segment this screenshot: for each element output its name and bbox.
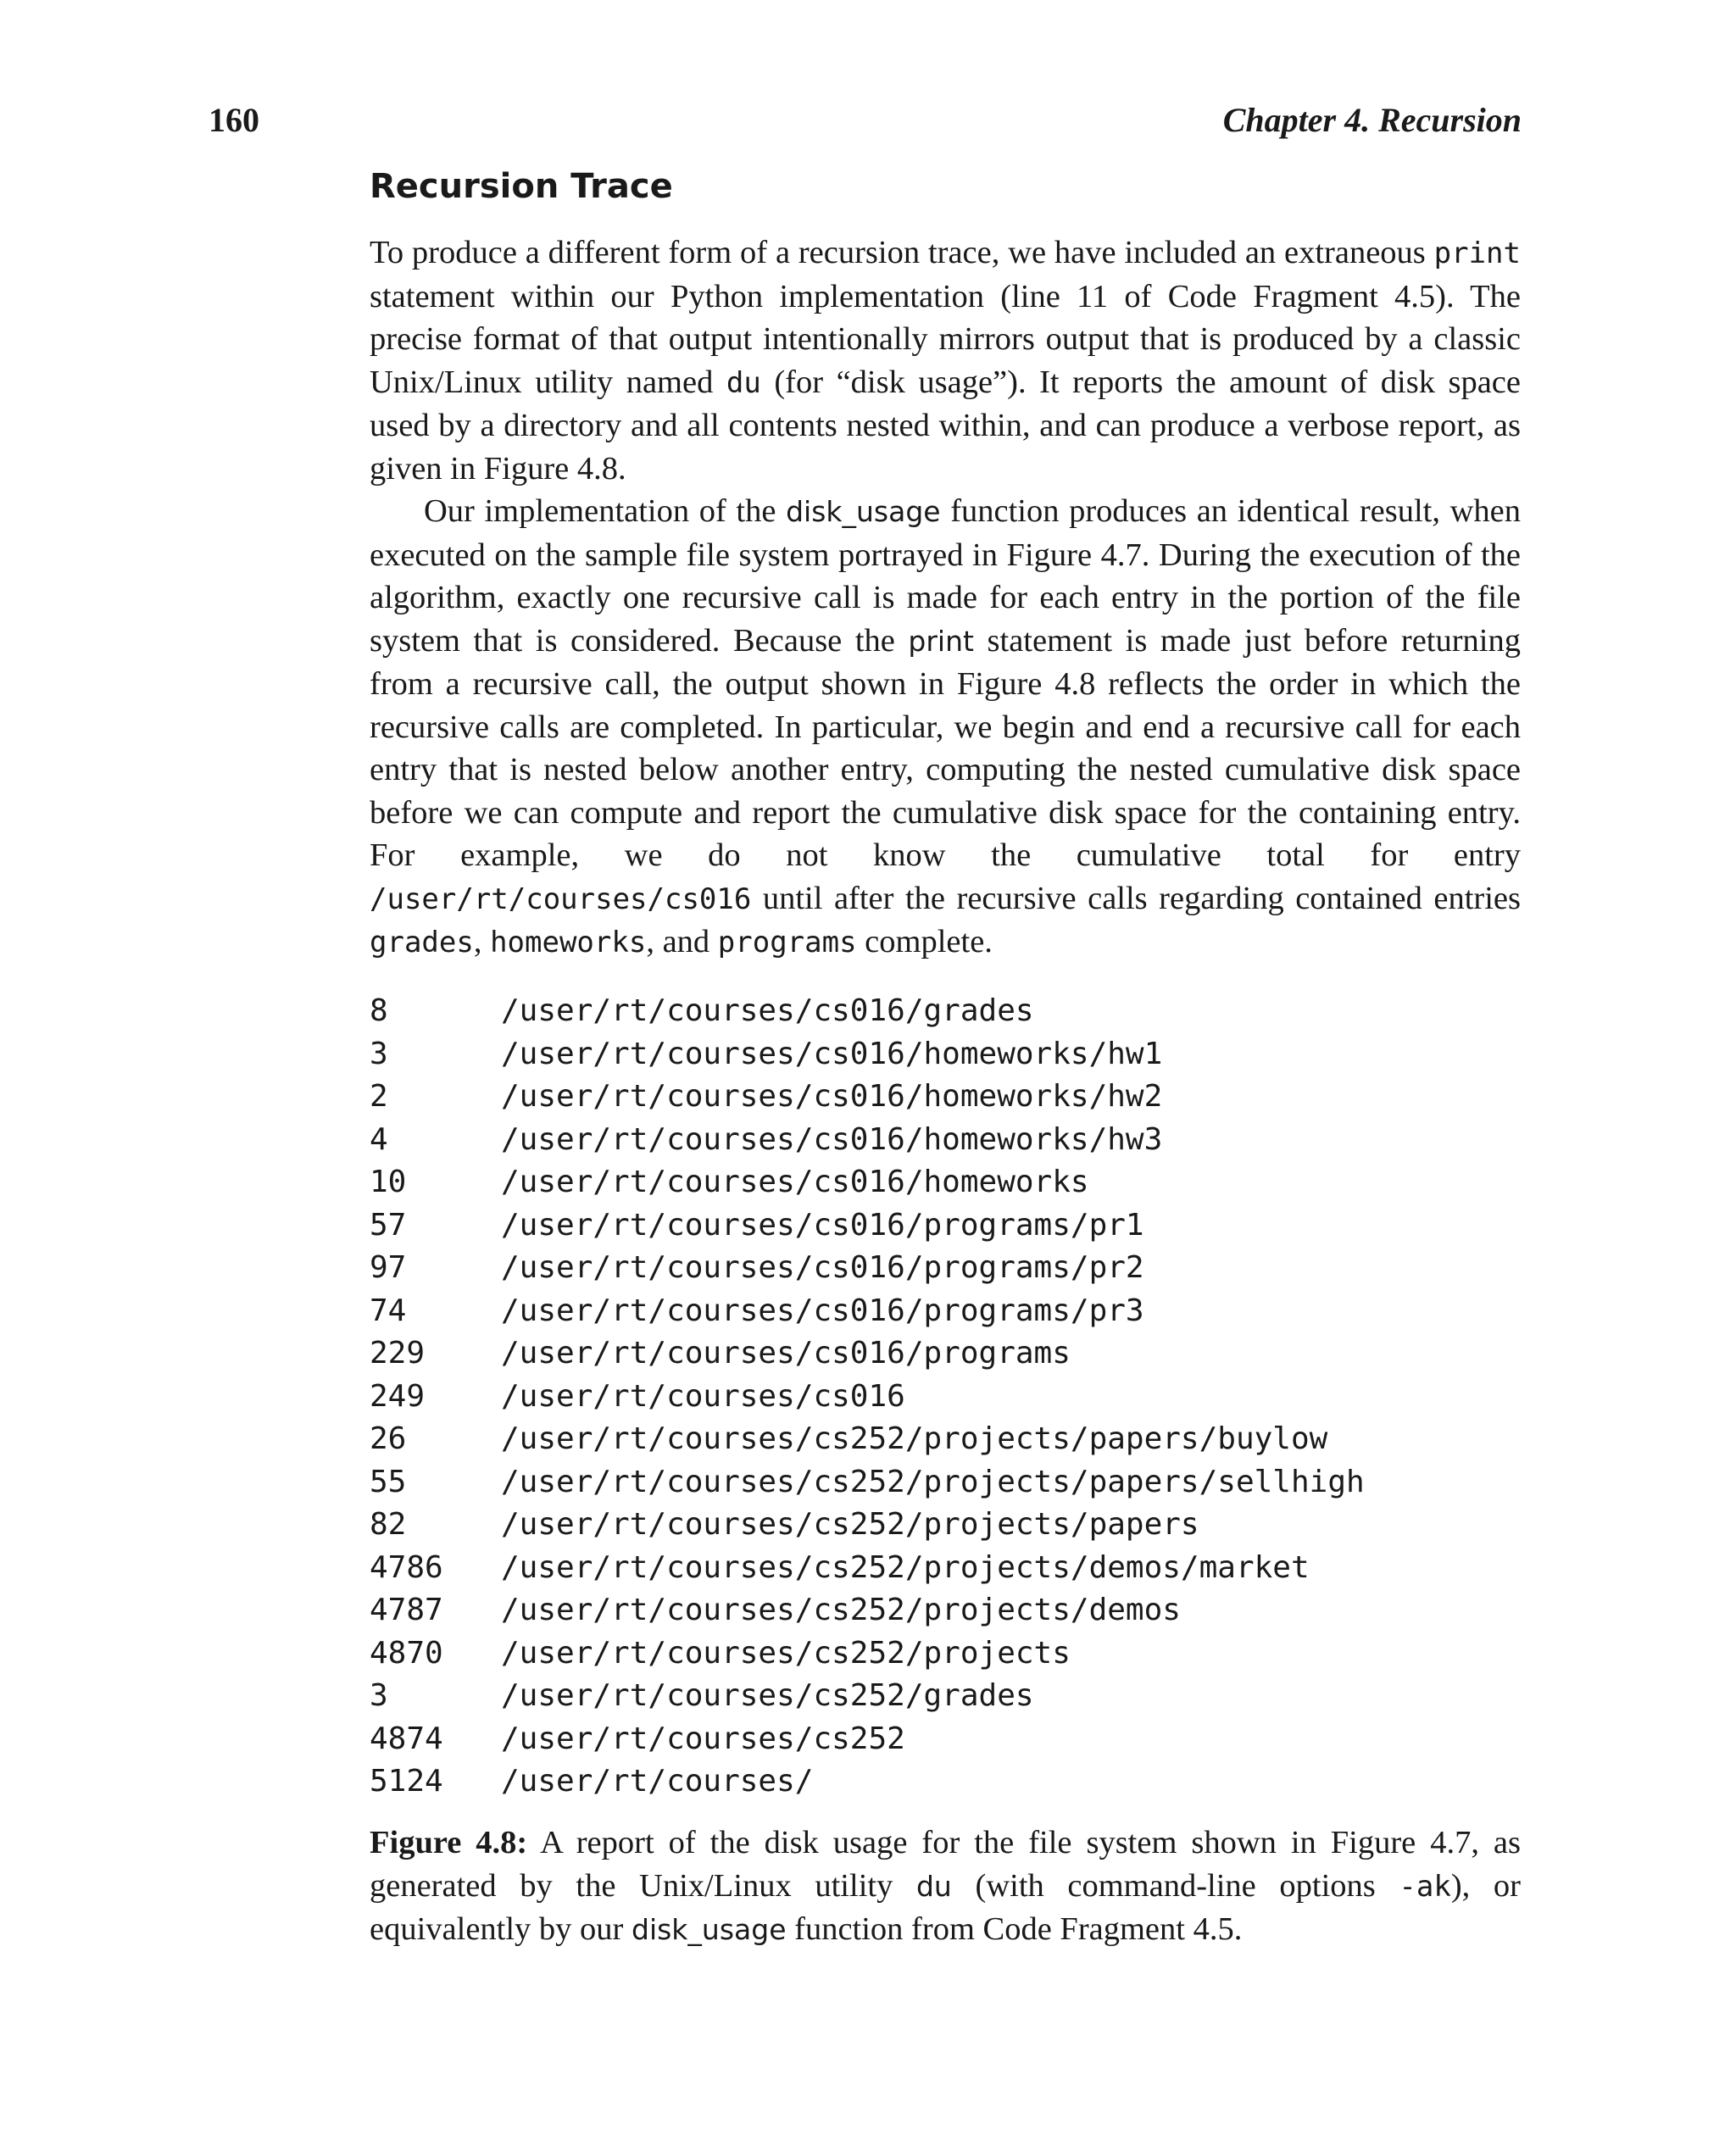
listing-size: 10	[370, 1165, 407, 1199]
caption-text: (with command-line options	[951, 1867, 1399, 1904]
listing-row	[370, 1718, 1365, 1761]
body-text	[370, 231, 1521, 965]
paragraph-1-text: To produce a different form of a recursion trace, we have included an extraneous	[370, 235, 1426, 270]
listing-path: /user/rt/courses/cs016/programs	[501, 1336, 1071, 1371]
listing-path: /user/rt/courses/cs252/grades	[501, 1678, 1034, 1713]
listing-row	[370, 1290, 1365, 1333]
listing-size: 2	[370, 1079, 388, 1114]
du-listing	[370, 990, 1365, 1804]
listing-size: 97	[370, 1250, 407, 1285]
listing-row	[370, 990, 1365, 1033]
listing-path: /user/rt/courses/cs252/projects/demos/market	[501, 1549, 1310, 1585]
listing-path: /user/rt/courses/cs016	[501, 1378, 905, 1414]
listing-row	[370, 1376, 1365, 1419]
paragraph-2-text: complete.	[856, 924, 993, 959]
inline-code: print	[1433, 236, 1521, 270]
caption-text: ), or equivalently by our	[370, 1867, 1521, 1947]
listing-path: /user/rt/courses/cs016/homeworks	[501, 1165, 1089, 1199]
listing-row	[370, 1033, 1365, 1076]
listing-path: /user/rt/courses/cs016/programs/pr1	[501, 1207, 1144, 1243]
section-title: Recursion Trace	[370, 167, 673, 206]
listing-path: /user/rt/courses/cs252/projects	[501, 1635, 1071, 1671]
inline-code: /user/rt/courses/cs016	[370, 881, 752, 916]
listing-path: /user/rt/courses/	[501, 1764, 814, 1799]
listing-row	[370, 1547, 1365, 1590]
inline-code: programs	[717, 926, 857, 959]
inline-code: disk_usage	[632, 1913, 787, 1946]
listing-path: /user/rt/courses/cs016/programs/pr2	[501, 1250, 1144, 1285]
listing-row	[370, 1119, 1365, 1162]
paragraph-2-text: ,	[473, 924, 491, 959]
listing-row	[370, 1161, 1365, 1204]
listing-path: /user/rt/courses/cs252/projects/demos	[501, 1593, 1181, 1627]
paragraph-2-text: , and	[646, 924, 718, 959]
listing-size: 74	[370, 1293, 407, 1328]
figure-caption	[370, 1821, 1521, 1952]
listing-size: 3	[370, 1036, 388, 1071]
listing-path: /user/rt/courses/cs252/projects/papers/buylow	[501, 1421, 1328, 1456]
caption-text: A report of the disk usage for the file system shown in Figure 4.7, as generated by the Unix/Linux utility	[370, 1825, 1521, 1904]
listing-size: 26	[370, 1421, 407, 1456]
paragraph-1-text: statement within our Python implementation (line 11 of Code Fragment 4.5). The precise format of that output intentionally mirrors output that is produced by a classic Unix/Linux utility named	[370, 278, 1521, 400]
listing-path: /user/rt/courses/cs016/homeworks/hw3	[501, 1121, 1163, 1157]
paragraph-1	[370, 231, 1521, 490]
listing-row	[370, 1332, 1365, 1376]
listing-row	[370, 1204, 1365, 1248]
listing-row	[370, 1589, 1365, 1632]
listing-path: /user/rt/courses/cs016/programs/pr3	[501, 1293, 1144, 1328]
listing-size: 4870	[370, 1635, 443, 1671]
inline-code: du	[915, 1869, 952, 1903]
listing-row	[370, 1632, 1365, 1676]
running-head: Chapter 4. Recursion	[1222, 101, 1522, 139]
listing-size: 4787	[370, 1593, 443, 1627]
listing-path: /user/rt/courses/cs252/projects/papers	[501, 1507, 1199, 1542]
listing-size: 4874	[370, 1721, 443, 1756]
inline-code: homeworks	[490, 926, 647, 959]
listing-size: 82	[370, 1507, 407, 1542]
inline-code: du	[726, 365, 761, 400]
listing-size: 3	[370, 1678, 388, 1713]
listing-row	[370, 1461, 1365, 1504]
caption-text: function from Code Fragment 4.5.	[786, 1911, 1243, 1947]
inline-code: disk_usage	[786, 495, 941, 528]
listing-row	[370, 1675, 1365, 1718]
paragraph-2	[370, 490, 1521, 965]
listing-row	[370, 1760, 1365, 1804]
listing-size: 57	[370, 1207, 407, 1243]
listing-size: 249	[370, 1378, 426, 1414]
listing-size: 4	[370, 1121, 388, 1157]
listing-size: 4786	[370, 1549, 443, 1585]
paragraph-2-text: until after the recursive calls regarding contained entries	[751, 880, 1521, 916]
listing-path: /user/rt/courses/cs016/homeworks/hw2	[501, 1079, 1163, 1114]
listing-size: 5124	[370, 1764, 443, 1799]
inline-code: print	[908, 624, 974, 658]
listing-row	[370, 1504, 1365, 1547]
listing-path: /user/rt/courses/cs252	[501, 1721, 905, 1756]
paragraph-2-text: function produces an identical result, when executed on the sample file system portrayed in Figure 4.7. During the execution of the algorithm, exactly one recursive call is made for each entry in the portion of the file system that is considered. Because the	[370, 493, 1521, 659]
listing-row	[370, 1418, 1365, 1461]
listing-path: /user/rt/courses/cs016/homeworks/hw1	[501, 1036, 1163, 1071]
listing-size: 229	[370, 1336, 426, 1371]
listing-path: /user/rt/courses/cs252/projects/papers/sellhigh	[501, 1464, 1365, 1499]
paragraph-1-text: (for “disk usage”). It reports the amount of disk space used by a directory and all contents nested within, and can produce a verbose report, as given in Figure 4.8.	[370, 364, 1521, 487]
inline-code: -ak	[1399, 1869, 1451, 1904]
page-number: 160	[209, 101, 259, 139]
listing-row	[370, 1247, 1365, 1290]
inline-code: grades	[370, 926, 474, 959]
paragraph-2-text: Our implementation of the	[424, 493, 787, 529]
listing-size: 8	[370, 993, 388, 1028]
listing-size: 55	[370, 1464, 407, 1499]
listing-path: /user/rt/courses/cs016/grades	[501, 993, 1034, 1028]
listing-row	[370, 1076, 1365, 1119]
figure-label: Figure 4.8:	[370, 1825, 528, 1860]
paragraph-2-text: statement is made just before returning from a recursive call, the output shown in Figure 4.8 reflects the order in which the recursive calls are completed. In particular, we begin and end a recursive call for each entry that is nested below another entry, computing the nested cumulative disk space before we can compute and report the cumulative disk space for the containing entry. For example, we do not know the cumulative total for entry	[370, 622, 1521, 873]
